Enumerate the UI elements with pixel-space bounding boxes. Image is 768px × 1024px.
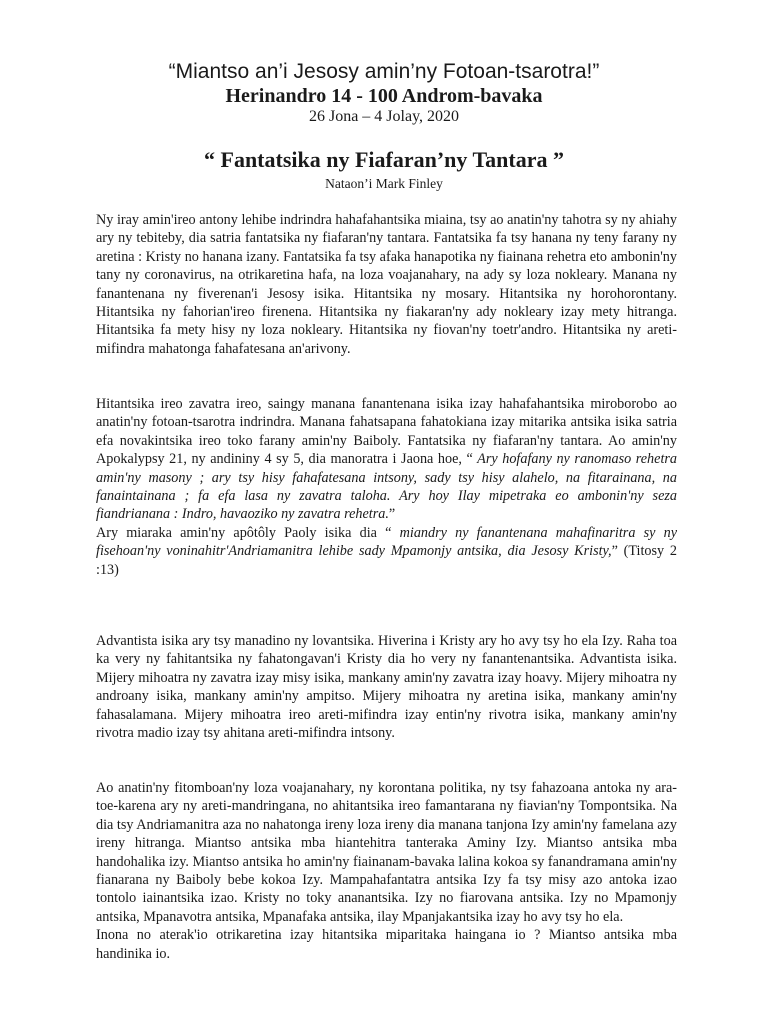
- paragraph-3-text: Advantista isika ary tsy manadino ny lovantsika. Hiverina i Kristy ary ho avy tsy ho ela Izy. Raha toa ka very ny fahitantsika ny fahatongavan'i Kristy dia ho very ny fanantenantsika. Advantista isika. Mijery mihoatra ny zavatra izay misy isika, mankany amin'ny zavatra izay hoavy. Mijery mihoatra ny androany isika, mankany amin'ny ampitso. Mijery mihoatra ny aretina isika, mankany amin'ny fahasalamana. Mijery mihoatra ireo areti-mifindra izay entin'ny rivotra isika, mankany amin'ny rivotra madio izay tsy ahitana areti-mifindra intsony.: [96, 633, 677, 742]
- date-range: 26 Jona – 4 Jolay, 2020: [308, 108, 460, 125]
- paragraph-4: [96, 779, 677, 963]
- paragraph-4b-text: Inona no aterak'io otrikaretina izay hitantsika miparitaka haingana io ? Miantso antsika mba handinika io.: [96, 927, 677, 962]
- paragraph-2-intro: Hitantsika ireo zavatra ireo, saingy manana fanantenana isika izay hahafahantsika miroborobo ao anatin'ny fotoan-tsarotra indrindra. Manana fahatsapana fahatokiana izay mitarika antsika isika satria efa novakintsika ireo toko farany amin'ny Baiboly. Fantatsika ny fiafaran'ny tantara. Ao amin'ny Apokalypsy 21, ny andininy 4 sy 5, dia manoratra i Jaona hoe, “: [96, 396, 677, 468]
- paragraph-1: [96, 211, 677, 358]
- paragraph-1-text: Ny iray amin'ireo antony lehibe indrindra hahafahantsika miaina, tsy ao anatin'ny tahotra sy ny ahiahy ary ny tebiteby, dia satria fantatsika ny fiafaran'ny tantara. Fantatsika fa tsy hanana ny teny farany ny aretina : Kristy no hanana izany. Fantatsika fa tsy afaka hanapotika ny fiainana rehetra eto ambonin'ny tany ny coronavirus, na otrikaretina hafa, na loza voajanahary, na ady sy loza nokleary. Manana ny fanantenana ny fiverenan'i Jesosy isika. Hitantsika ny mosary. Hitantsika ny horohorontany. Hitantsika ny fahorian'ireo firenena. Hitantsika ny fiakaran'ny ady nokleary izay mety hitranga. Hitantsika fa mety hisy ny loza nokleary. Hitantsika ny fiovan'ny toetr'andro. Hitantsika ny areti-mifindra mahatonga fahafatesana an'arivony.: [96, 212, 677, 357]
- paragraph-2b-text: [96, 524, 677, 579]
- paragraph-2-text: [96, 395, 677, 524]
- quote-close: ”: [388, 506, 396, 523]
- article-title: “ Fantatsika ny Fiafaran’ny Tantara ”: [204, 147, 564, 172]
- author-line: Nataon’i Mark Finley: [325, 176, 443, 191]
- paragraph-4-text: Ao anatin'ny fitomboan'ny loza voajanahary, ny korontana politika, ny tsy fahazoana antoka ny ara-toe-karena ary ny areti-mandringana, no ahitantsika ireo famantarana ny fiavian'ny Tompontsika. Na dia tsy Andriamanitra aza no nahatonga ireny loza ireny dia manana tanjona Izy amin'ny famelana azy ireny hitranga. Miantso antsika mba hiantehitra tanteraka Aminy Izy. Miantso antsika mba handohalika izy. Miantso antsika ho amin'ny fiainanam-bavaka lalina kokoa sy fanandramana amin'ny fianarana ny Baiboly bebe kokoa Izy. Mampahafantatra antsika Izy fa tsy misy azo antoka izao tontolo iainantsika izao. Kristy no toky ananantsika. Izy no fiarovana antsika. Izy no Mpamonjy antsika, Mpanavotra antsika, Mpanafaka antsika, ilay Mpanjakantsika izay ho avy tsy ho ela.: [96, 780, 677, 925]
- paragraph-2: [96, 395, 677, 579]
- titus-reference: ” (Titosy 2 :13): [96, 543, 677, 578]
- series-title: Herinandro 14 - 100 Androm-bavaka: [225, 85, 543, 107]
- titus-quote: miandry ny fanantenana mahafinaritra sy ny fisehoan'ny voninahitr'Andriamanitra lehibe sady Mpamonjy antsika, dia Jesosy Kristy,: [96, 524, 677, 560]
- revelation-quote: Ary hofafany ny ranomaso rehetra amin'ny masony ; ary tsy hisy fahafatesana intsony, sady tsy hisy alahelo, na fitarainana, na fanaintainana ; fa efa lasa ny zavatra taloha. Ary hoy Ilay mipetraka eo ambonin'ny seza fiandrianana : Indro, havaoziko ny zavatra rehetra.: [96, 451, 677, 523]
- paragraph-3: [96, 632, 677, 742]
- paragraph-2b-intro: Ary miaraka amin'ny apôtôly Paoly isika dia “: [96, 524, 400, 541]
- quote-title: “Miantso an’i Jesosy amin’ny Fotoan-tsarotra!”: [168, 60, 600, 83]
